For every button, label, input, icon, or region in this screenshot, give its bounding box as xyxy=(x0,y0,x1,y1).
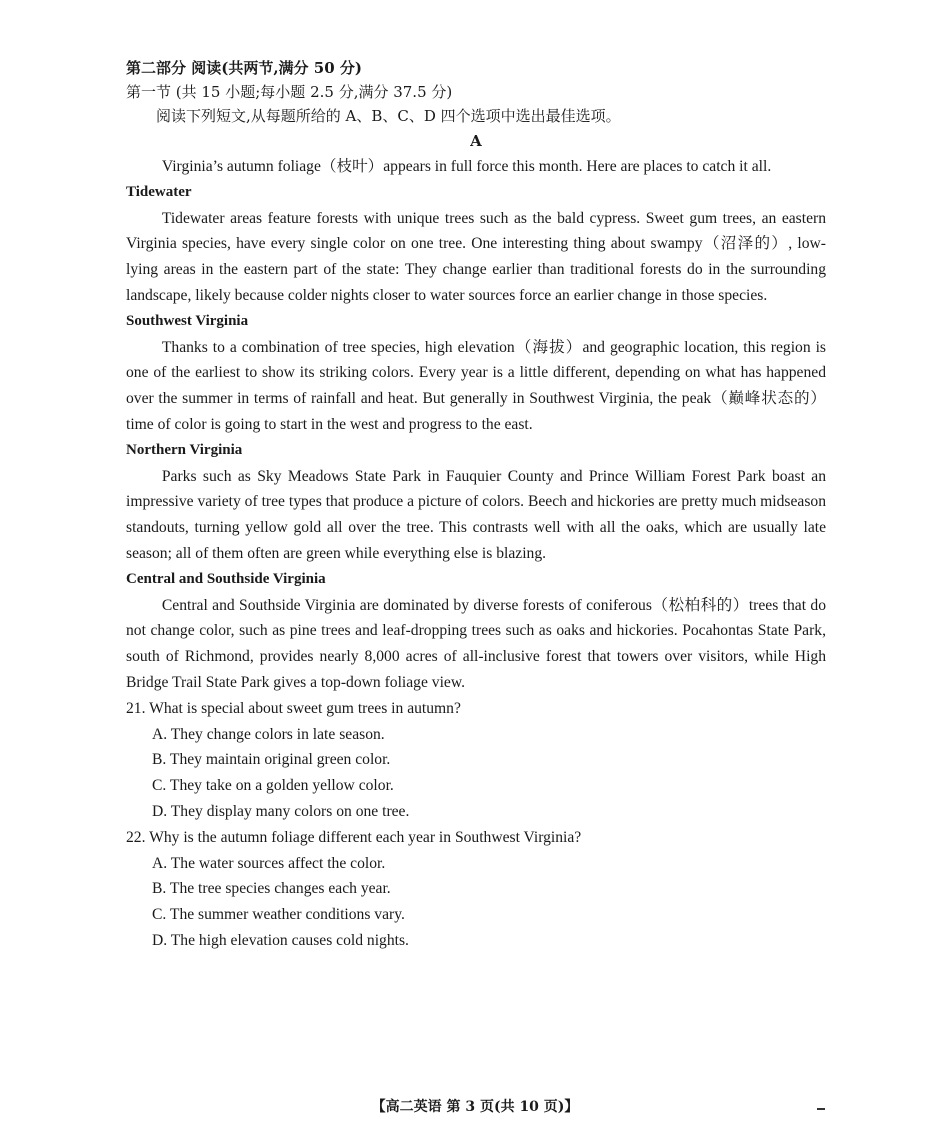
question-21-option-d: D. They display many colors on one tree. xyxy=(152,802,410,820)
instruction-text: 阅读下列短文,从每题所给的 A、B、C、D 四个选项中选出最佳选项。 xyxy=(156,107,621,125)
question-22-options xyxy=(126,851,826,954)
page-footer: 【高二英语 第 3 页(共 10 页)】 xyxy=(371,1099,579,1115)
question-22: 22. Why is the autumn foliage different each year in Southwest Virginia? xyxy=(126,828,582,846)
section-heading-tidewater: Tidewater xyxy=(126,183,192,200)
question-21-option-c: C. They take on a golden yellow color. xyxy=(152,777,394,795)
question-22-option-d: D. The high elevation causes cold nights. xyxy=(152,931,409,949)
part-title: 第二部分 阅读(共两节,满分 50 分) xyxy=(126,59,362,77)
question-21-option-a: A. They change colors in late season. xyxy=(152,725,385,743)
section-heading-southwest: Southwest Virginia xyxy=(126,312,249,329)
question-22-option-a: A. The water sources affect the color. xyxy=(152,854,386,872)
passage-label: A xyxy=(470,132,482,150)
exam-page xyxy=(126,56,826,954)
section-text-central: Central and Southside Virginia are dominated by diverse forests of coniferous（松柏科的）trees that do not change color, such as pine trees and leaf-dropping trees such as oaks and hickories. Pocahontas State Park, south of Richmond, provides nearly 8,000 acres of all-inclusive forest that towers over visitors, while High Bridge Trail State Park gives a top-down foliage view. xyxy=(126,596,826,691)
question-22-option-c: C. The summer weather conditions vary. xyxy=(152,906,405,924)
question-21-option-b: B. They maintain original green color. xyxy=(152,751,391,769)
section-heading-northern: Northern Virginia xyxy=(126,441,243,458)
section-title: 第一节 (共 15 小题;每小题 2.5 分,满分 37.5 分) xyxy=(126,83,453,101)
question-21-options xyxy=(126,722,826,825)
section-heading-central: Central and Southside Virginia xyxy=(126,570,326,587)
section-text-southwest: Thanks to a combination of tree species, high elevation（海拔）and geographic location, this region is one of the earliest to show its striking colors. Every year is a little different, depending on what has happened over the summer in terms of rainfall and heat. But generally in Southwest Virginia, the peak（巅峰状态的）time of color is going to start in the west and progress to the east. xyxy=(126,338,826,433)
question-21: 21. What is special about sweet gum trees in autumn? xyxy=(126,699,461,717)
section-text-tidewater: Tidewater areas feature forests with unique trees such as the bald cypress. Sweet gum trees, an eastern Virginia species, have every single color on one tree. One interesting thing about swampy（沼泽的）, low-lying areas in the eastern part of the state: They change earlier than traditional forests do in the surrounding landscape, likely because colder nights closer to water sources force an earlier change in those species. xyxy=(126,209,826,304)
corner-mark xyxy=(817,1108,825,1110)
passage-intro: Virginia’s autumn foliage（枝叶）appears in full force this month. Here are places to catch it all. xyxy=(161,158,772,175)
section-text-northern: Parks such as Sky Meadows State Park in Fauquier County and Prince William Forest Park boast an impressive variety of tree types that produce a picture of colors. Beech and hickories are pretty much midseason standouts, turning yellow gold all over the tree. This contrasts well with all the oaks, which are usually late season; all of them often are green while everything else is blazing. xyxy=(126,467,826,562)
question-22-option-b: B. The tree species changes each year. xyxy=(152,880,391,898)
